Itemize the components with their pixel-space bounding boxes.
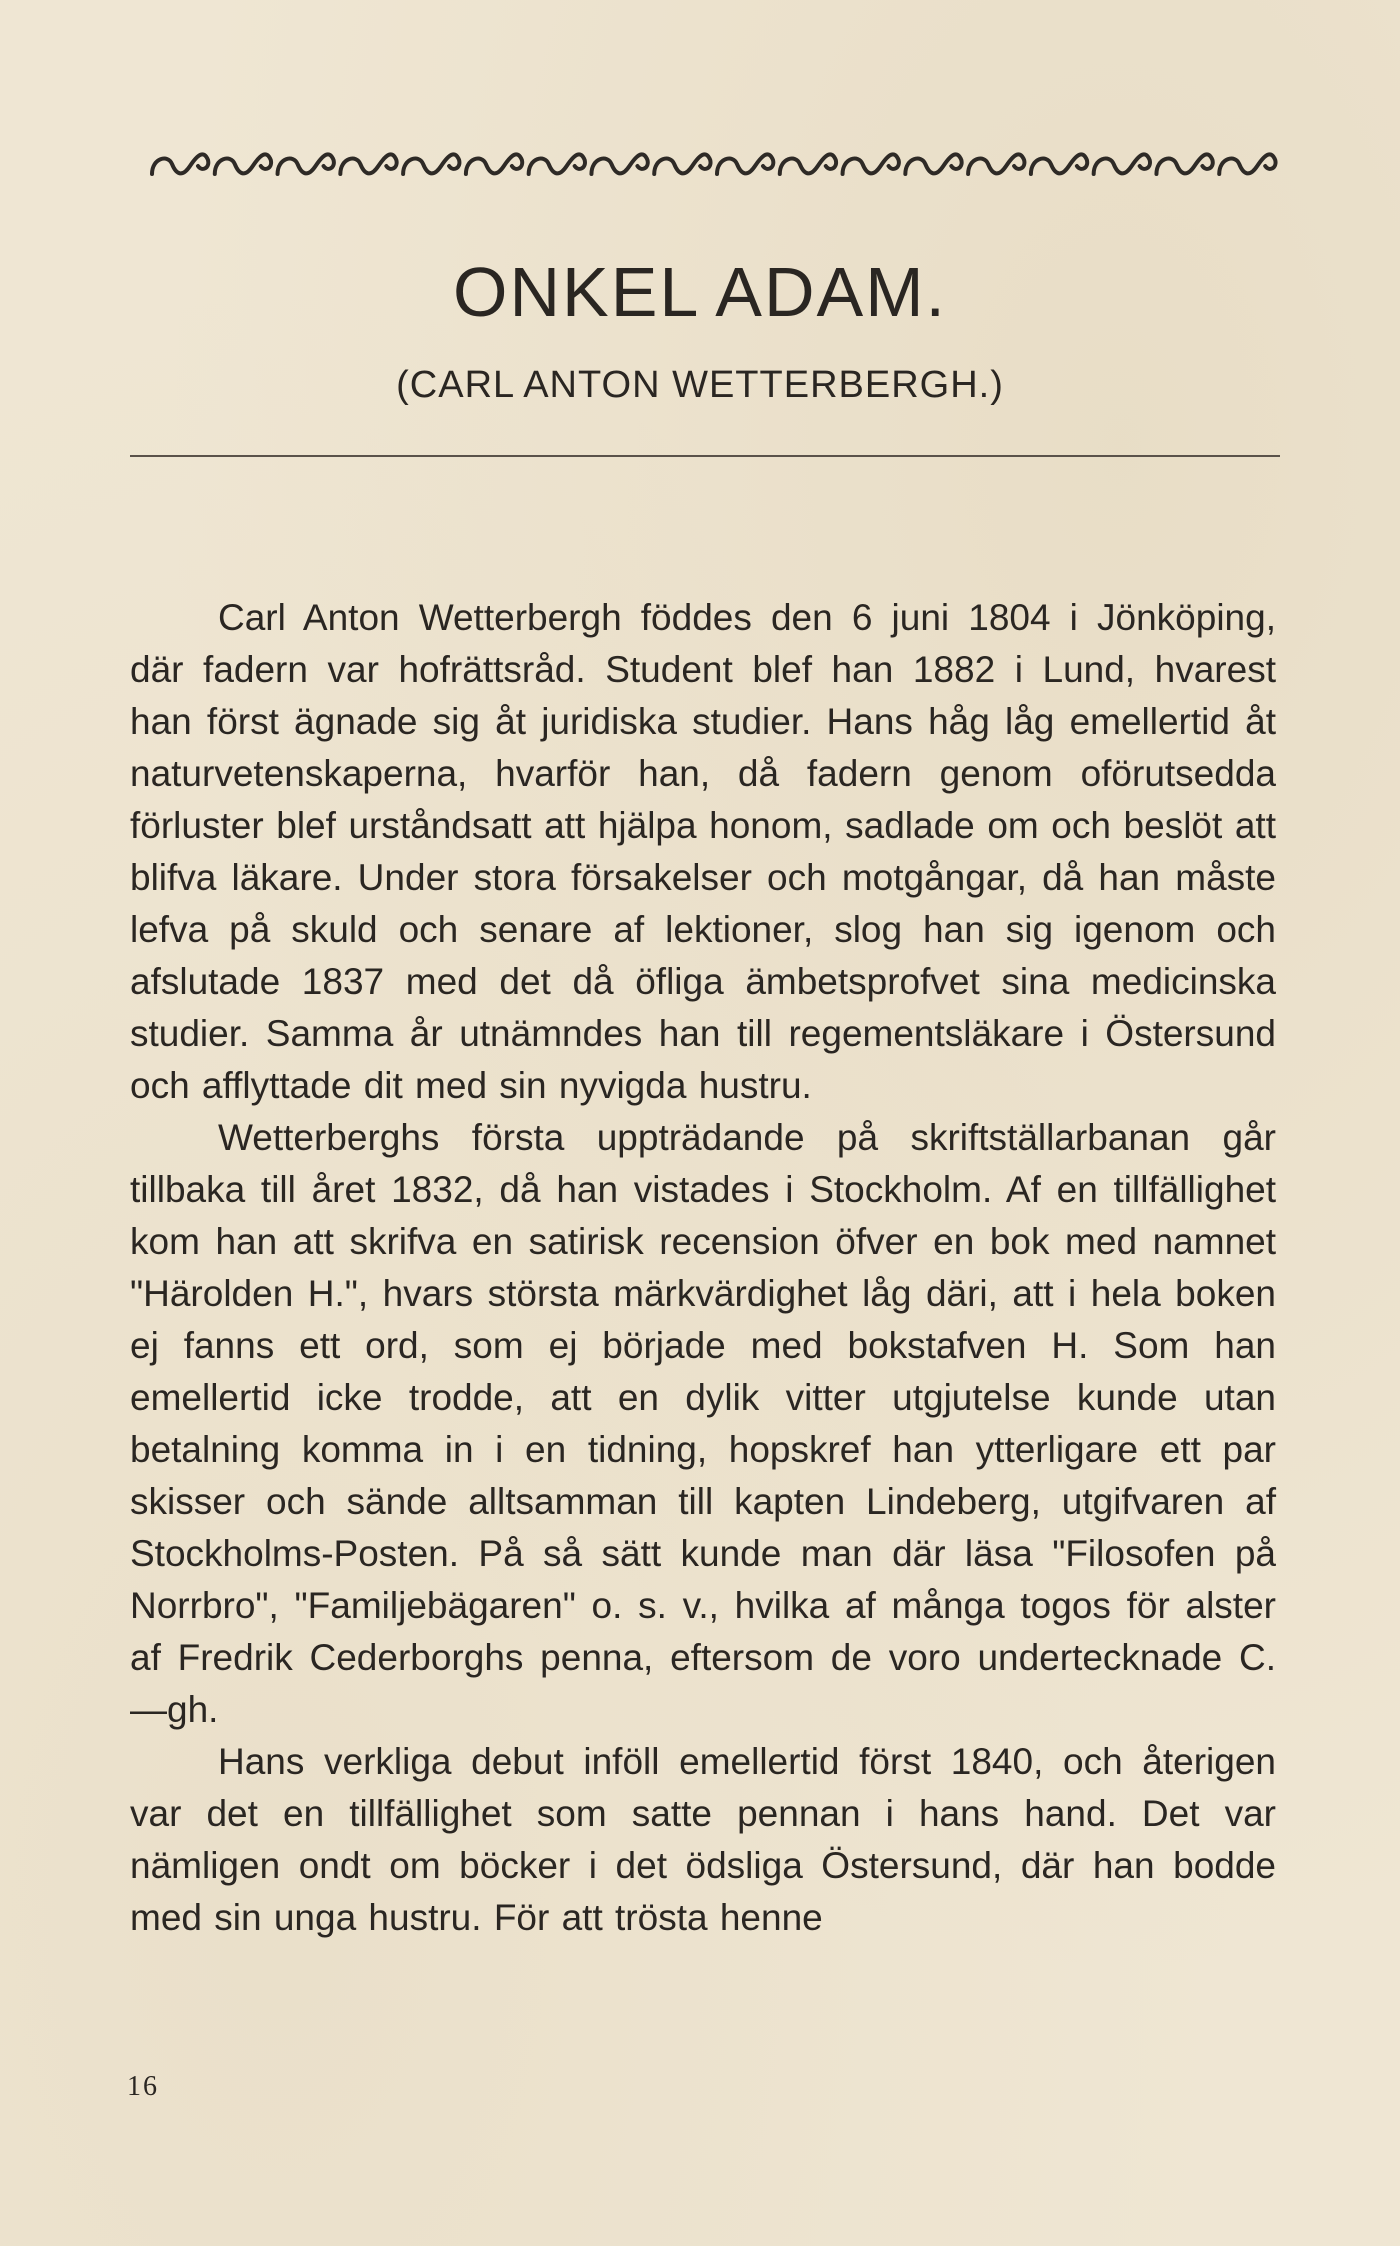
scroll-motif xyxy=(654,154,710,174)
scroll-motif xyxy=(403,154,459,174)
scroll-motif xyxy=(1031,154,1087,174)
scroll-motif xyxy=(152,154,208,174)
title-divider xyxy=(130,455,1280,457)
scroll-motif xyxy=(340,154,396,174)
page-subtitle: (CARL ANTON WETTERBERGH.) xyxy=(396,364,1004,406)
scroll-motif xyxy=(466,154,522,174)
scroll-motif xyxy=(1094,154,1150,174)
scroll-motif xyxy=(905,154,961,174)
scroll-motif xyxy=(843,154,899,174)
paragraph: Hans verkliga debut inföll emellertid först 1840, och återigen var det en tillfällighet som satte pennan i hans hand. Det var nämligen ondt om böcker i det ödsliga Östersund, där han bodde med sin unga hustru. För att trösta henne xyxy=(130,1741,1276,1938)
paragraph: Wetterberghs första uppträdande på skriftställarbanan går tillbaka till året 1832, då han vistades i Stockholm. Af en tillfällighet kom han att skrifva en satirisk recension öfver en bok med namnet "Härolden H.", hvars största märkvärdighet låg däri, att i hela boken ej fanns ett ord, som ej började med bokstafven H. Som han emellertid icke trodde, att en dylik vitter utgjutelse kunde utan betalning komma in i en tidning, hopskref han ytterligare ett par skisser och sände alltsamman till kapten Lindeberg, utgifvaren af Stockholms-Posten. På så sätt kunde man där läsa "Filosofen på Norrbro", "Familjebägaren" o. s. v., hvilka af många togos för alster af Fredrik Cederborghs penna, eftersom de voro undertecknade C.—gh. xyxy=(130,1117,1276,1730)
article-body xyxy=(130,592,1276,1944)
page-number: 16 xyxy=(127,2071,159,2102)
scroll-motif xyxy=(215,154,271,174)
scroll-motif xyxy=(968,154,1024,174)
paragraph: Carl Anton Wetterbergh föddes den 6 juni 1804 i Jönköping, där fadern var hofrättsråd. Student blef han 1882 i Lund, hvarest han först ägnade sig åt juridiska studier. Hans håg låg emellertid åt naturvetenskaperna, hvarför han, då fadern genom oförutsedda förluster blef urståndsatt att hjälpa honom, sadlade om och beslöt att blifva läkare. Under stora försakelser och motgångar, då han måste lefva på skuld och senare af lektioner, slog han sig igenom och afslutade 1837 med det då öfliga ämbetsprofvet sina medicinska studier. Samma år utnämndes han till regementsläkare i Östersund och afflyttade dit med sin nyvigda hustru. xyxy=(130,597,1276,1106)
scroll-motif xyxy=(717,154,773,174)
scroll-motif xyxy=(1219,154,1275,174)
scroll-motif xyxy=(529,154,585,174)
scroll-motif xyxy=(780,154,836,174)
scroll-motif xyxy=(1156,154,1212,174)
scroll-motif xyxy=(591,154,647,174)
scroll-motif xyxy=(278,154,334,174)
decorative-scroll-border xyxy=(148,140,1278,188)
page-title: ONKEL ADAM. xyxy=(453,253,947,331)
